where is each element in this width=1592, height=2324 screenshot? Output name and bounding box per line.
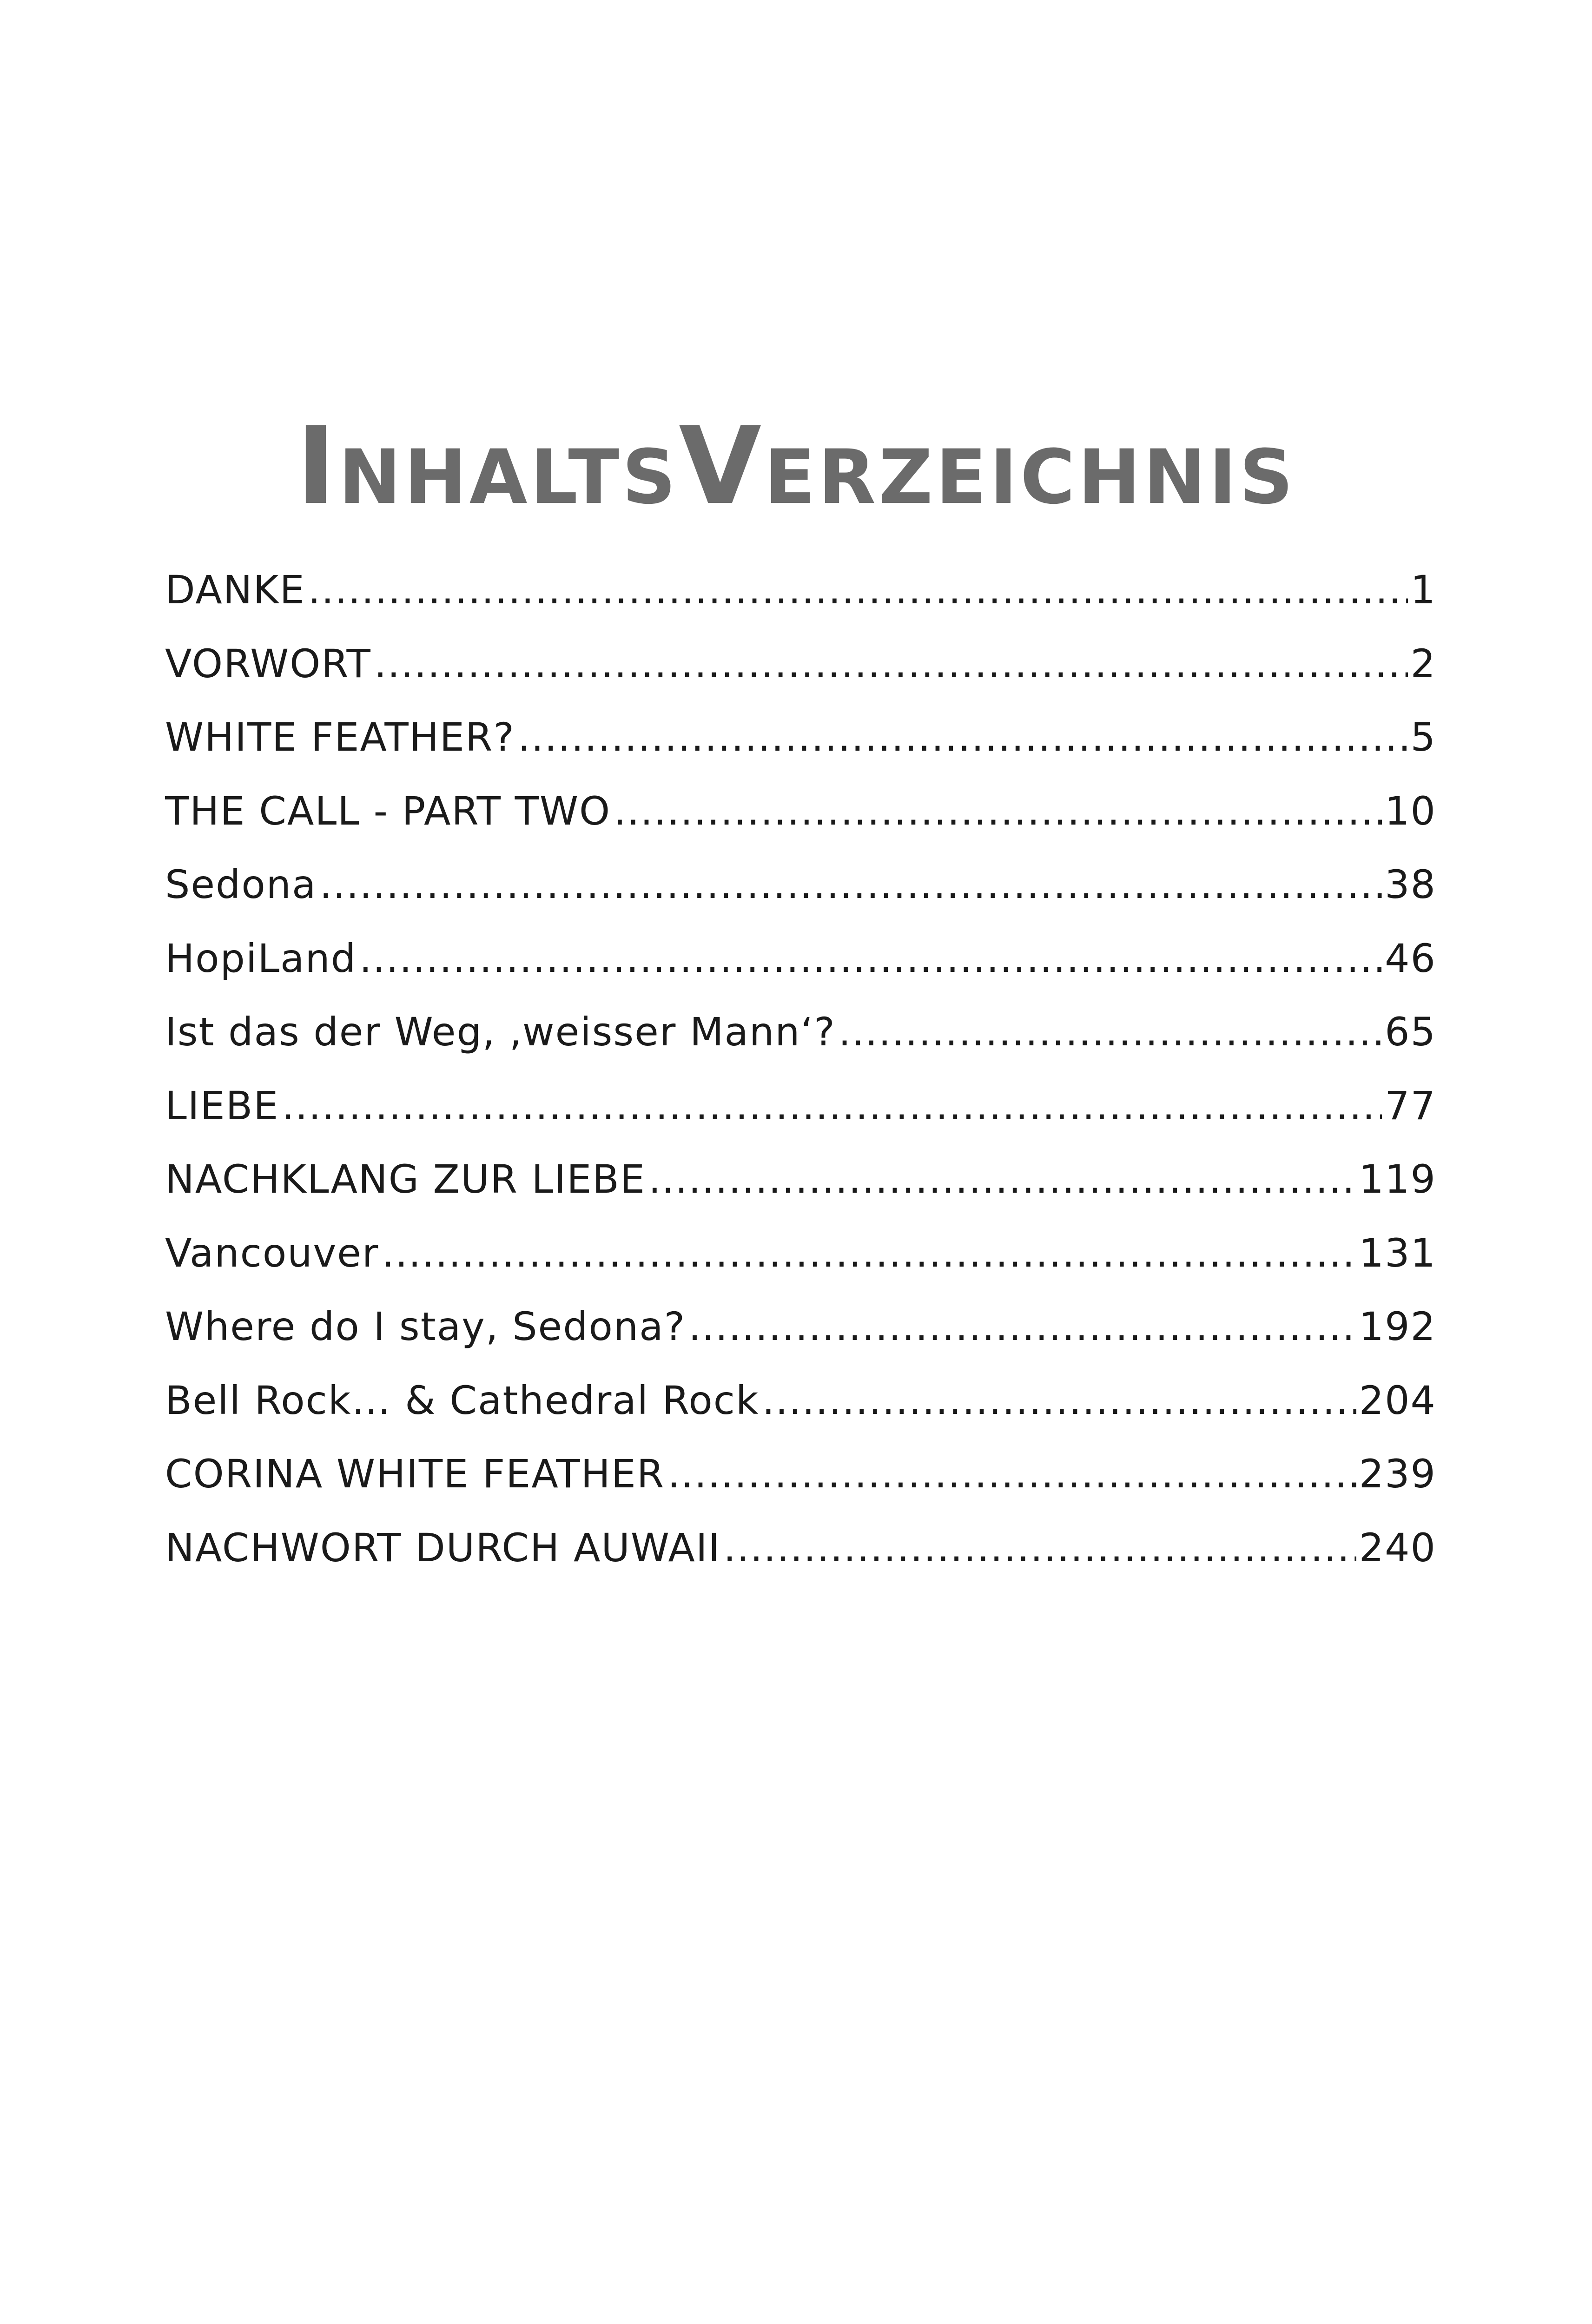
toc-entry-label: HopiLand [165, 935, 357, 981]
toc-page-number: 5 [1410, 714, 1436, 760]
toc-entry [165, 1364, 1436, 1438]
toc-dot-leader [688, 1290, 1356, 1364]
toc-page-number: 239 [1359, 1451, 1436, 1497]
toc-page-number: 119 [1359, 1156, 1436, 1202]
toc-page-number: 131 [1359, 1230, 1436, 1276]
toc-entry-label: THE CALL - PART TWO [165, 788, 611, 834]
toc-title: InhaltsVerzeichnis [296, 404, 1296, 529]
toc-entry [165, 553, 1436, 627]
toc-entry-label: Vancouver [165, 1230, 379, 1276]
toc-entry [165, 700, 1436, 774]
toc-entry [165, 774, 1436, 848]
toc-entry-label: CORINA WHITE FEATHER [165, 1451, 665, 1497]
toc-dot-leader [667, 1437, 1356, 1511]
toc-page-number: 240 [1359, 1525, 1436, 1571]
toc-dot-leader [762, 1364, 1356, 1438]
toc-entry-label: Where do I stay, Sedona? [165, 1304, 686, 1349]
toc-entry [165, 627, 1436, 701]
toc-dot-leader [839, 995, 1382, 1069]
toc-page-number: 1 [1410, 567, 1436, 613]
toc-dot-leader [359, 922, 1382, 996]
toc-page-number: 2 [1410, 640, 1436, 687]
toc-entry [165, 1069, 1436, 1143]
toc-entry [165, 1216, 1436, 1290]
toc-page-number: 10 [1385, 788, 1436, 834]
toc-entry [165, 1511, 1436, 1585]
toc-entry-label: DANKE [165, 567, 305, 613]
toc-entry-label: Bell Rock… & Cathedral Rock [165, 1377, 760, 1423]
toc-entry-label: Ist das der Weg, ‚weisser Mann‘? [165, 1009, 836, 1055]
toc-entry [165, 1437, 1436, 1511]
toc-dot-leader [319, 848, 1382, 922]
toc-page-number: 46 [1385, 935, 1436, 981]
toc-dot-leader [614, 774, 1382, 848]
toc-entry-label: NACHWORT DURCH AUWAII [165, 1525, 721, 1571]
toc-entry [165, 848, 1436, 922]
toc-dot-leader [308, 553, 1408, 627]
toc-page-number: 65 [1385, 1009, 1436, 1055]
toc-dot-leader [382, 1216, 1356, 1290]
toc-entry-label: LIEBE [165, 1083, 279, 1129]
toc-dot-leader [374, 627, 1408, 701]
toc-dot-leader [282, 1069, 1382, 1143]
toc-entry [165, 995, 1436, 1069]
toc-page-number: 204 [1359, 1377, 1436, 1423]
toc-dot-leader [723, 1511, 1356, 1585]
toc-entry-label: VORWORT [165, 640, 371, 687]
toc-dot-leader [518, 700, 1408, 774]
toc-page-number: 192 [1359, 1304, 1436, 1349]
toc-entry [165, 1290, 1436, 1364]
toc-entry-label: WHITE FEATHER? [165, 714, 515, 760]
toc-entry [165, 922, 1436, 996]
toc-page-number: 77 [1385, 1083, 1436, 1129]
toc-page-number: 38 [1385, 862, 1436, 907]
toc-dot-leader [648, 1142, 1356, 1216]
toc-entry-label: NACHKLANG ZUR LIEBE [165, 1156, 646, 1202]
toc-entry-label: Sedona [165, 862, 317, 907]
toc-entry [165, 1142, 1436, 1216]
toc-list [165, 553, 1436, 1585]
